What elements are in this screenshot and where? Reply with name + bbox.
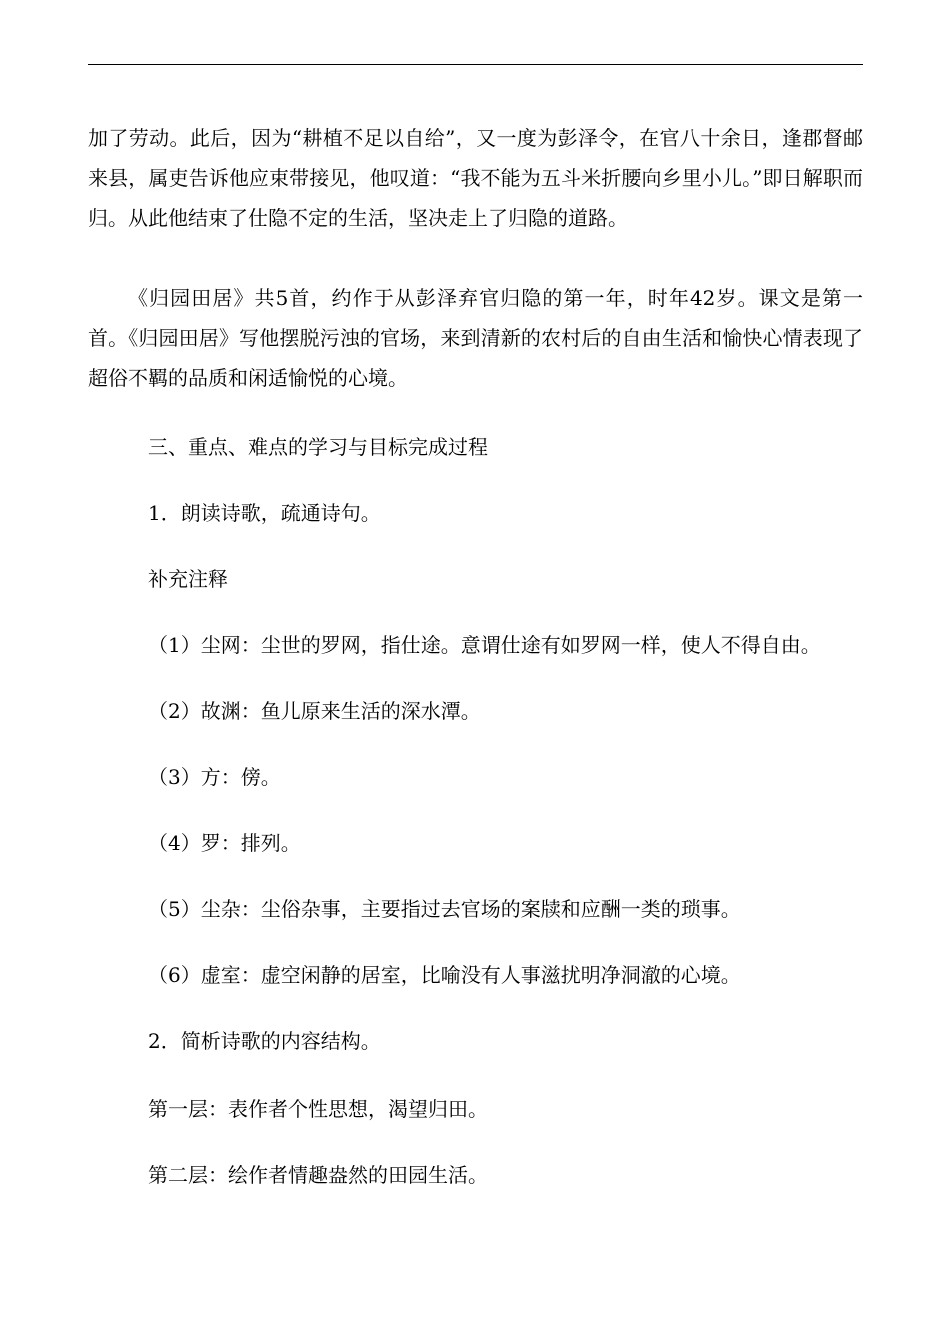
- layer-item: 第二层：绘作者情趣盎然的田园生活。: [148, 1163, 488, 1187]
- paragraph-poem-intro: 《归园田居》共5首，约作于从彭泽弃官归隐的第一年，时年42岁。课文是第一首。《归园田居》写他摆脱污浊的官场，来到清新的农村后的自由生活和愉快心情表现了超俗不羁的品质和闲适愉悦的心境。: [88, 286, 863, 390]
- layer-item: 第一层：表作者个性思想，渴望归田。: [148, 1097, 488, 1121]
- paragraph-biography: 加了劳动。此后，因为“耕植不足以自给”，又一度为彭泽令，在官八十余日，逢郡督邮来县，属吏告诉他应束带接见，他叹道：“我不能为五斗米折腰向乡里小儿。”即日解职而归。从此他结束了仕隐不定的生活，坚决走上了归隐的道路。: [88, 126, 863, 230]
- header-rule: [88, 64, 863, 65]
- note-item: （5）尘杂：尘俗杂事，主要指过去官场的案牍和应酬一类的琐事。: [148, 897, 741, 921]
- note-item: （6）虚室：虚空闲静的居室，比喻没有人事滋扰明净洞澈的心境。: [148, 963, 741, 987]
- note-item: （3）方：傍。: [148, 765, 281, 789]
- item-heading-reading: 1．朗读诗歌，疏通诗句。: [148, 501, 381, 525]
- section-heading: 三、重点、难点的学习与目标完成过程: [148, 435, 488, 459]
- notes-heading: 补充注释: [148, 567, 228, 591]
- item-heading-structure: 2．简析诗歌的内容结构。: [148, 1029, 381, 1053]
- note-item: （2）故渊：鱼儿原来生活的深水潭。: [148, 699, 481, 723]
- note-item: （4）罗：排列。: [148, 831, 301, 855]
- note-item: （1）尘网：尘世的罗网，指仕途。意谓仕途有如罗网一样，使人不得自由。: [148, 633, 821, 657]
